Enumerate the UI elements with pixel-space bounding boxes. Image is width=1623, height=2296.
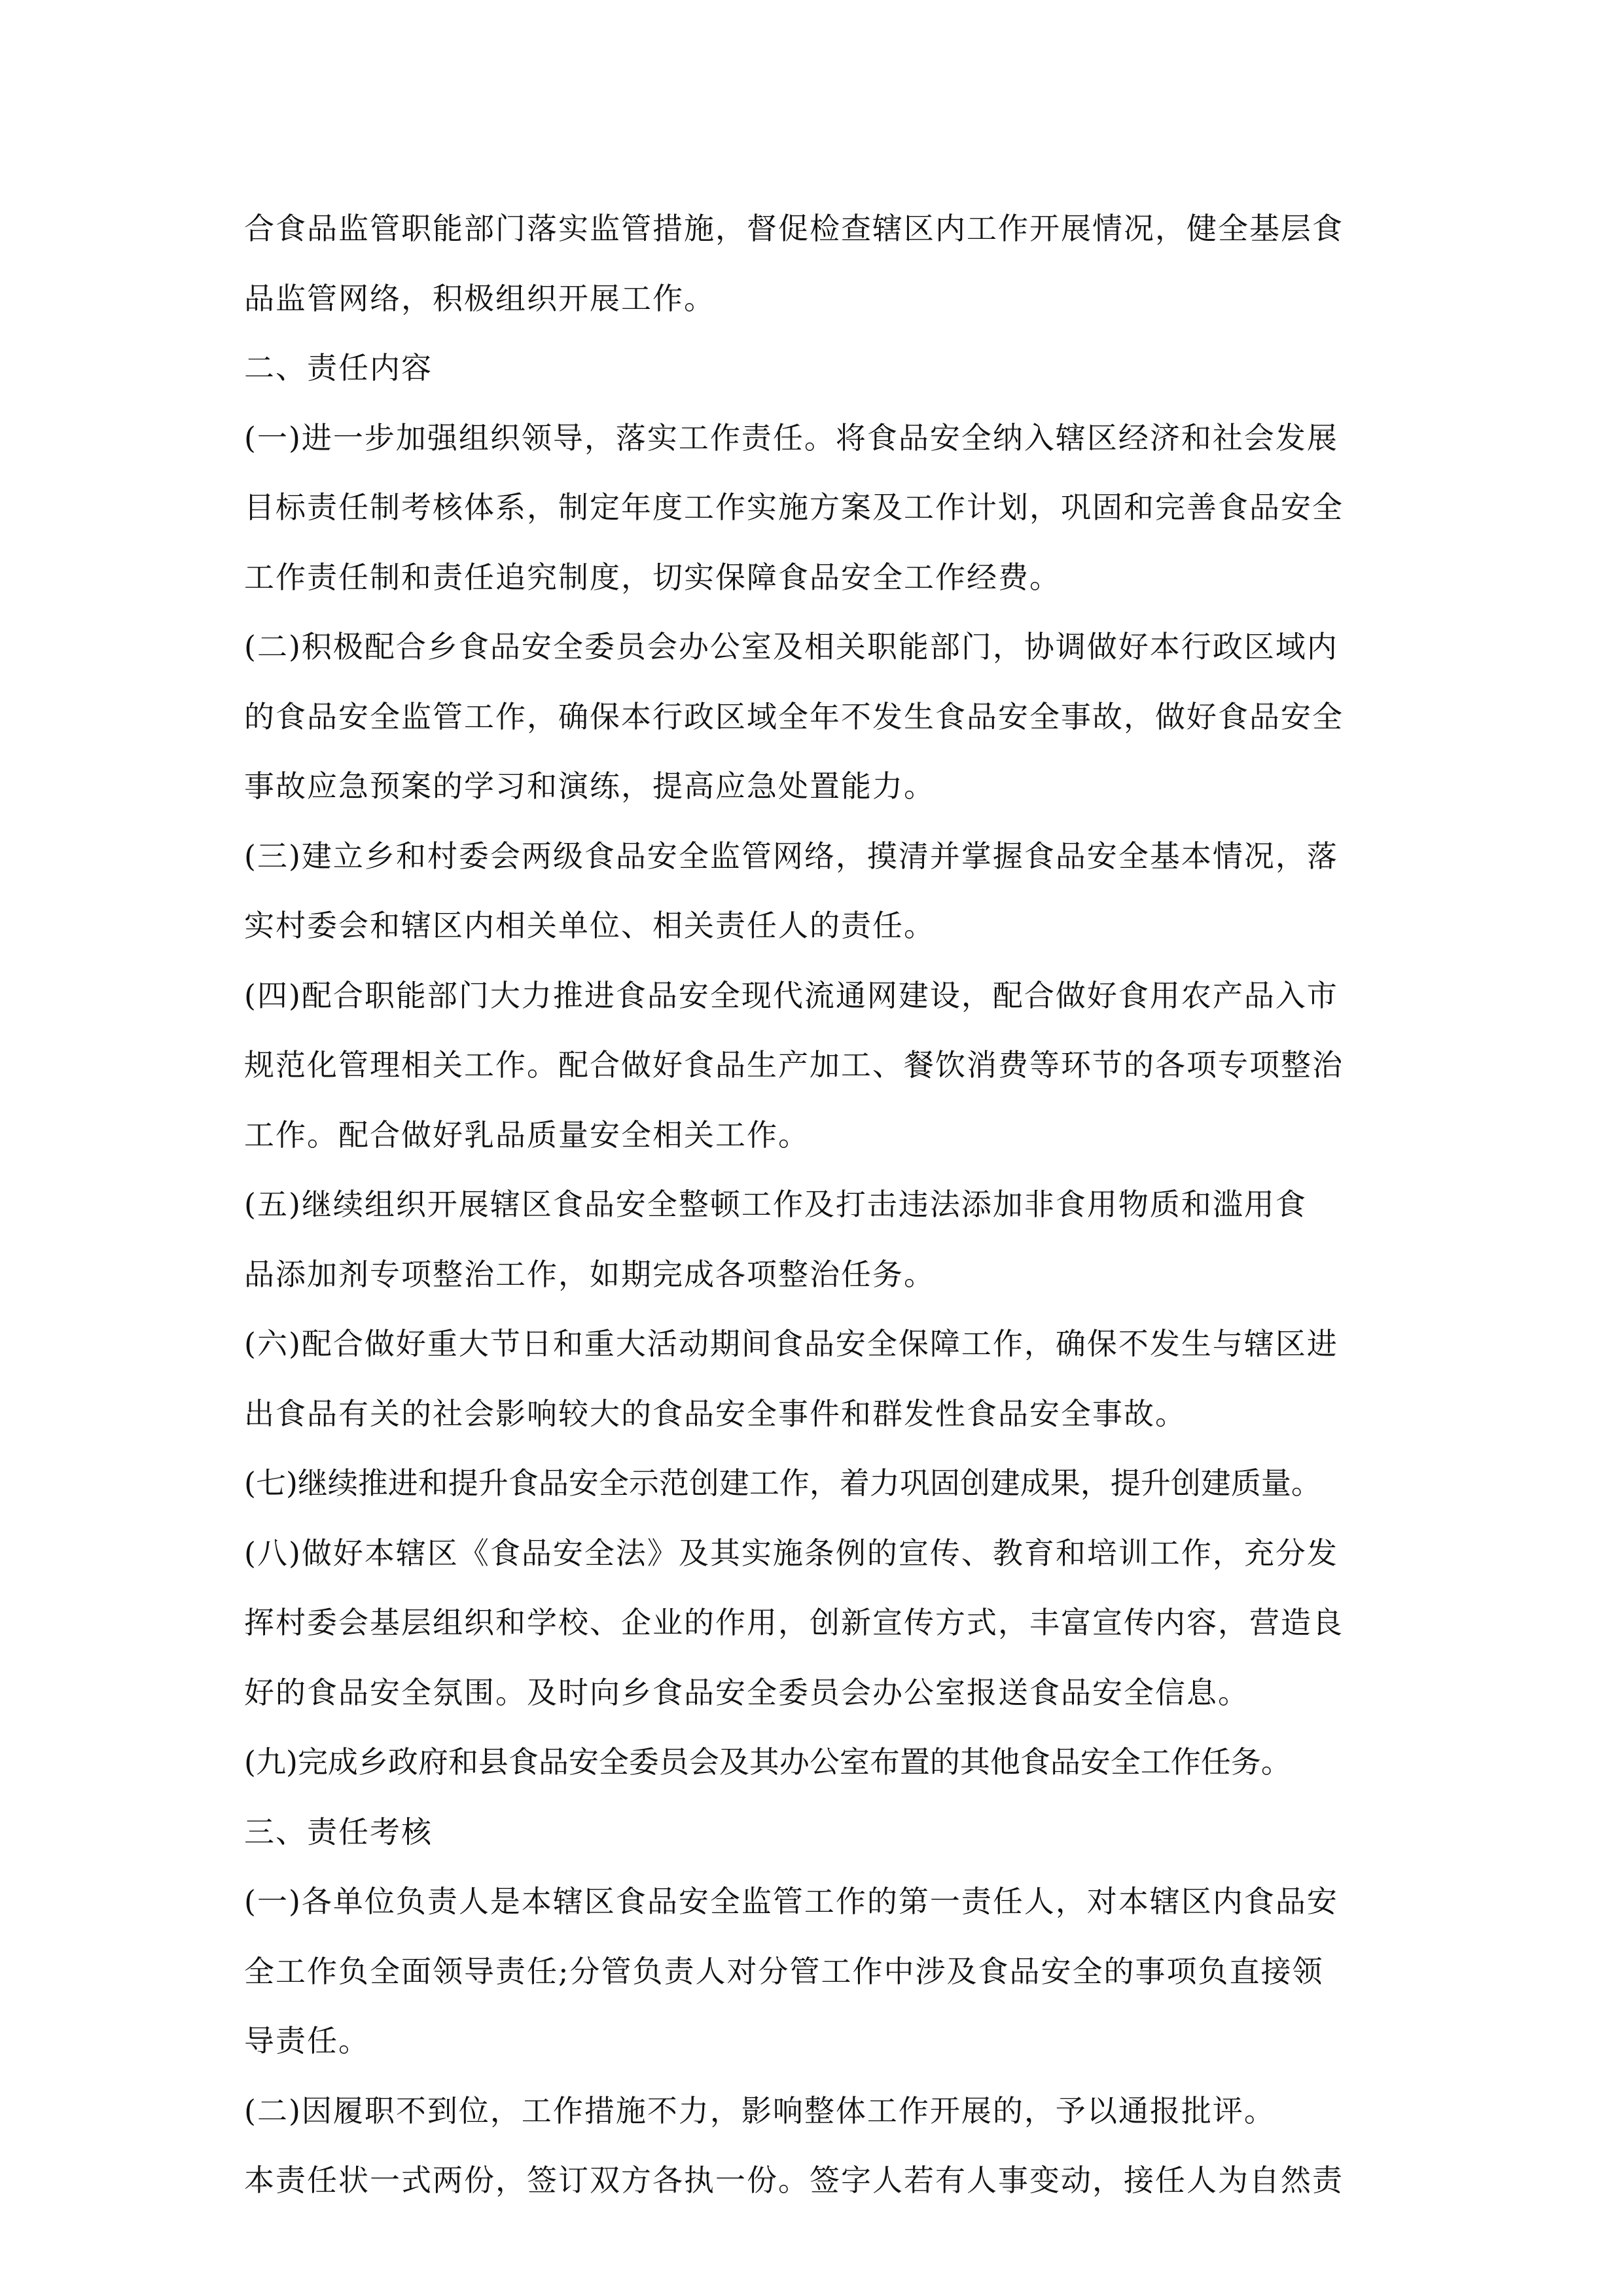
text-line: (九)完成乡政府和县食品安全委员会及其办公室布置的其他食品安全工作任务。 [244, 1744, 1291, 1780]
text-line: 工作。配合做好乳品质量安全相关工作。 [244, 1117, 810, 1153]
text-line: 目标责任制考核体系，制定年度工作实施方案及工作计划，巩固和完善食品安全 [244, 490, 1344, 525]
text-line: 出食品有关的社会影响较大的食品安全事件和群发性食品安全事故。 [244, 1395, 1186, 1431]
text-line: 实村委会和辖区内相关单位、相关责任人的责任。 [244, 908, 935, 943]
text-line: (八)做好本辖区《食品安全法》及其实施条例的宣传、教育和培训工作，充分发 [244, 1535, 1338, 1571]
text-line: (二)积极配合乡食品安全委员会办公室及相关职能部门，协调做好本行政区域内 [244, 629, 1338, 664]
text-line: (七)继续推进和提升食品安全示范创建工作，着力巩固创建成果，提升创建质量。 [244, 1465, 1321, 1501]
text-line: 挥村委会基层组织和学校、企业的作用，创新宣传方式，丰富宣传内容，营造良 [244, 1605, 1344, 1640]
text-line: 的食品安全监管工作，确保本行政区域全年不发生食品安全事故，做好食品安全 [244, 698, 1344, 734]
section-heading: 二、责任内容 [244, 350, 433, 386]
document-body [244, 194, 1416, 2215]
text-line: (六)配合做好重大节日和重大活动期间食品安全保障工作，确保不发生与辖区进 [244, 1326, 1338, 1361]
text-line: (二)因履职不到位，工作措施不力，影响整体工作开展的，予以通报批评。 [244, 2092, 1275, 2128]
text-line: 本责任状一式两份，签订双方各执一份。签字人若有人事变动，接任人为自然责 [244, 2162, 1344, 2198]
text-line: 规范化管理相关工作。配合做好食品生产加工、餐饮消费等环节的各项专项整治 [244, 1047, 1344, 1083]
section-heading: 三、责任考核 [244, 1814, 433, 1850]
text-line: 导责任。 [244, 2023, 370, 2058]
text-line: (四)配合职能部门大力推进食品安全现代流通网建设，配合做好食用农产品入市 [244, 977, 1338, 1013]
text-line: 全工作负全面领导责任;分管负责人对分管工作中涉及食品安全的事项负直接领 [244, 1953, 1324, 1989]
text-line: 合食品监管职能部门落实监管措施，督促检查辖区内工作开展情况，健全基层食 [244, 211, 1344, 246]
text-line: (一)各单位负责人是本辖区食品安全监管工作的第一责任人，对本辖区内食品安 [244, 1884, 1338, 1919]
text-line: 品监管网络，积极组织开展工作。 [244, 280, 715, 316]
text-line: 品添加剂专项整治工作，如期完成各项整治任务。 [244, 1256, 935, 1292]
text-line: (一)进一步加强组织领导，落实工作责任。将食品安全纳入辖区经济和社会发展 [244, 420, 1338, 456]
text-line: 好的食品安全氛围。及时向乡食品安全委员会办公室报送食品安全信息。 [244, 1674, 1249, 1710]
text-line: 工作责任制和责任追究制度，切实保障食品安全工作经费。 [244, 559, 1061, 595]
text-line: 事故应急预案的学习和演练，提高应急处置能力。 [244, 768, 935, 804]
text-line: (五)继续组织开展辖区食品安全整顿工作及打击违法添加非食用物质和滥用食 [244, 1187, 1307, 1222]
text-line: (三)建立乡和村委会两级食品安全监管网络，摸清并掌握食品安全基本情况，落 [244, 838, 1338, 874]
